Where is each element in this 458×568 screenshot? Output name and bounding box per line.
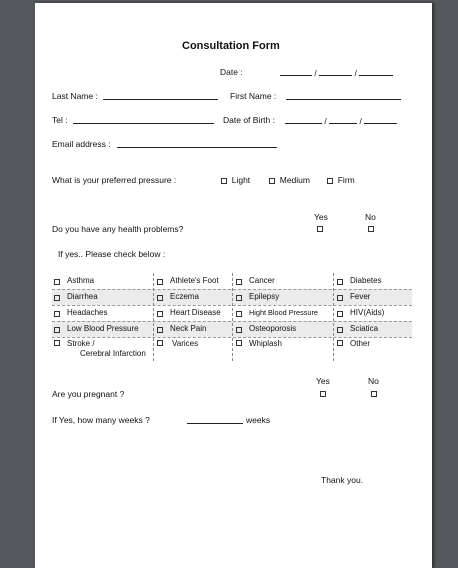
first-name-label: First Name :	[230, 91, 277, 101]
condition-whiplash[interactable]: Whiplash	[234, 337, 332, 361]
pressure-question: What is your preferred pressure :	[52, 175, 177, 185]
pregnant-yes-label: Yes	[316, 376, 330, 386]
condition-high-blood-pressure[interactable]: Hight Blood Pressure	[234, 305, 332, 321]
condition-diarrhea[interactable]: Diarrhea	[52, 289, 152, 305]
condition-athletes-foot[interactable]: Athlete's Foot	[155, 273, 231, 289]
health-question: Do you have any health problems?	[52, 224, 184, 234]
condition-cancer[interactable]: Cancer	[234, 273, 332, 289]
table-column-divider	[333, 273, 334, 361]
condition-other[interactable]: Other	[335, 337, 412, 361]
dob-field[interactable]: / /	[285, 115, 397, 126]
stroke-label-line1: Stroke /	[67, 339, 95, 348]
pressure-firm-option[interactable]: Firm	[327, 175, 355, 185]
pregnant-yes-checkbox[interactable]	[320, 391, 326, 397]
last-name-label: Last Name :	[52, 91, 98, 101]
weeks-question: If Yes, how many weeks ?	[52, 415, 150, 425]
condition-heart-disease[interactable]: Heart Disease	[155, 305, 231, 321]
condition-neck-pain[interactable]: Neck Pain	[155, 321, 231, 337]
weeks-unit-label: weeks	[246, 415, 271, 425]
condition-headaches[interactable]: Headaches	[52, 305, 152, 321]
condition-eczema[interactable]: Eczema	[155, 289, 231, 305]
stroke-label-line2: Cerebral Infarction	[80, 349, 146, 358]
weeks-field[interactable]	[187, 415, 243, 426]
condition-osteoporosis[interactable]: Osteoporosis	[234, 321, 332, 337]
pressure-medium-option[interactable]: Medium	[269, 175, 310, 185]
tel-label: Tel :	[52, 115, 68, 125]
tel-field[interactable]	[73, 115, 214, 126]
date-label: Date :	[220, 67, 243, 77]
dob-label: Date of Birth :	[223, 115, 275, 125]
condition-asthma[interactable]: Asthma	[52, 273, 152, 289]
pressure-light-option[interactable]: Light	[221, 175, 250, 185]
health-yes-label: Yes	[314, 212, 328, 222]
table-column-divider	[153, 273, 154, 361]
condition-low-blood-pressure[interactable]: Low Blood Pressure	[52, 321, 152, 337]
form-page	[35, 3, 432, 568]
health-no-label: No	[365, 212, 376, 222]
condition-diabetes[interactable]: Diabetes	[335, 273, 412, 289]
email-field[interactable]	[117, 139, 277, 150]
email-label: Email address :	[52, 139, 111, 149]
condition-fever[interactable]: Fever	[335, 289, 412, 305]
pregnant-no-label: No	[368, 376, 379, 386]
pregnant-question: Are you pregnant ?	[52, 389, 125, 399]
condition-hiv-aids[interactable]: HIV(Aids)	[335, 305, 412, 321]
first-name-field[interactable]	[286, 91, 401, 102]
health-no-checkbox[interactable]	[368, 226, 374, 232]
condition-epilepsy[interactable]: Epilepsy	[234, 289, 332, 305]
health-yes-checkbox[interactable]	[317, 226, 323, 232]
form-title: Consultation Form	[182, 40, 280, 52]
date-field[interactable]: / /	[280, 67, 393, 78]
pregnant-no-checkbox[interactable]	[371, 391, 377, 397]
thank-you-text: Thank you.	[321, 475, 364, 485]
last-name-field[interactable]	[103, 91, 218, 102]
condition-stroke[interactable]	[52, 337, 152, 361]
if-yes-instruction: If yes.. Please check below :	[58, 249, 166, 259]
table-column-divider	[232, 273, 233, 361]
condition-varices[interactable]: Varices	[155, 337, 231, 361]
condition-sciatica[interactable]: Sciatica	[335, 321, 412, 337]
